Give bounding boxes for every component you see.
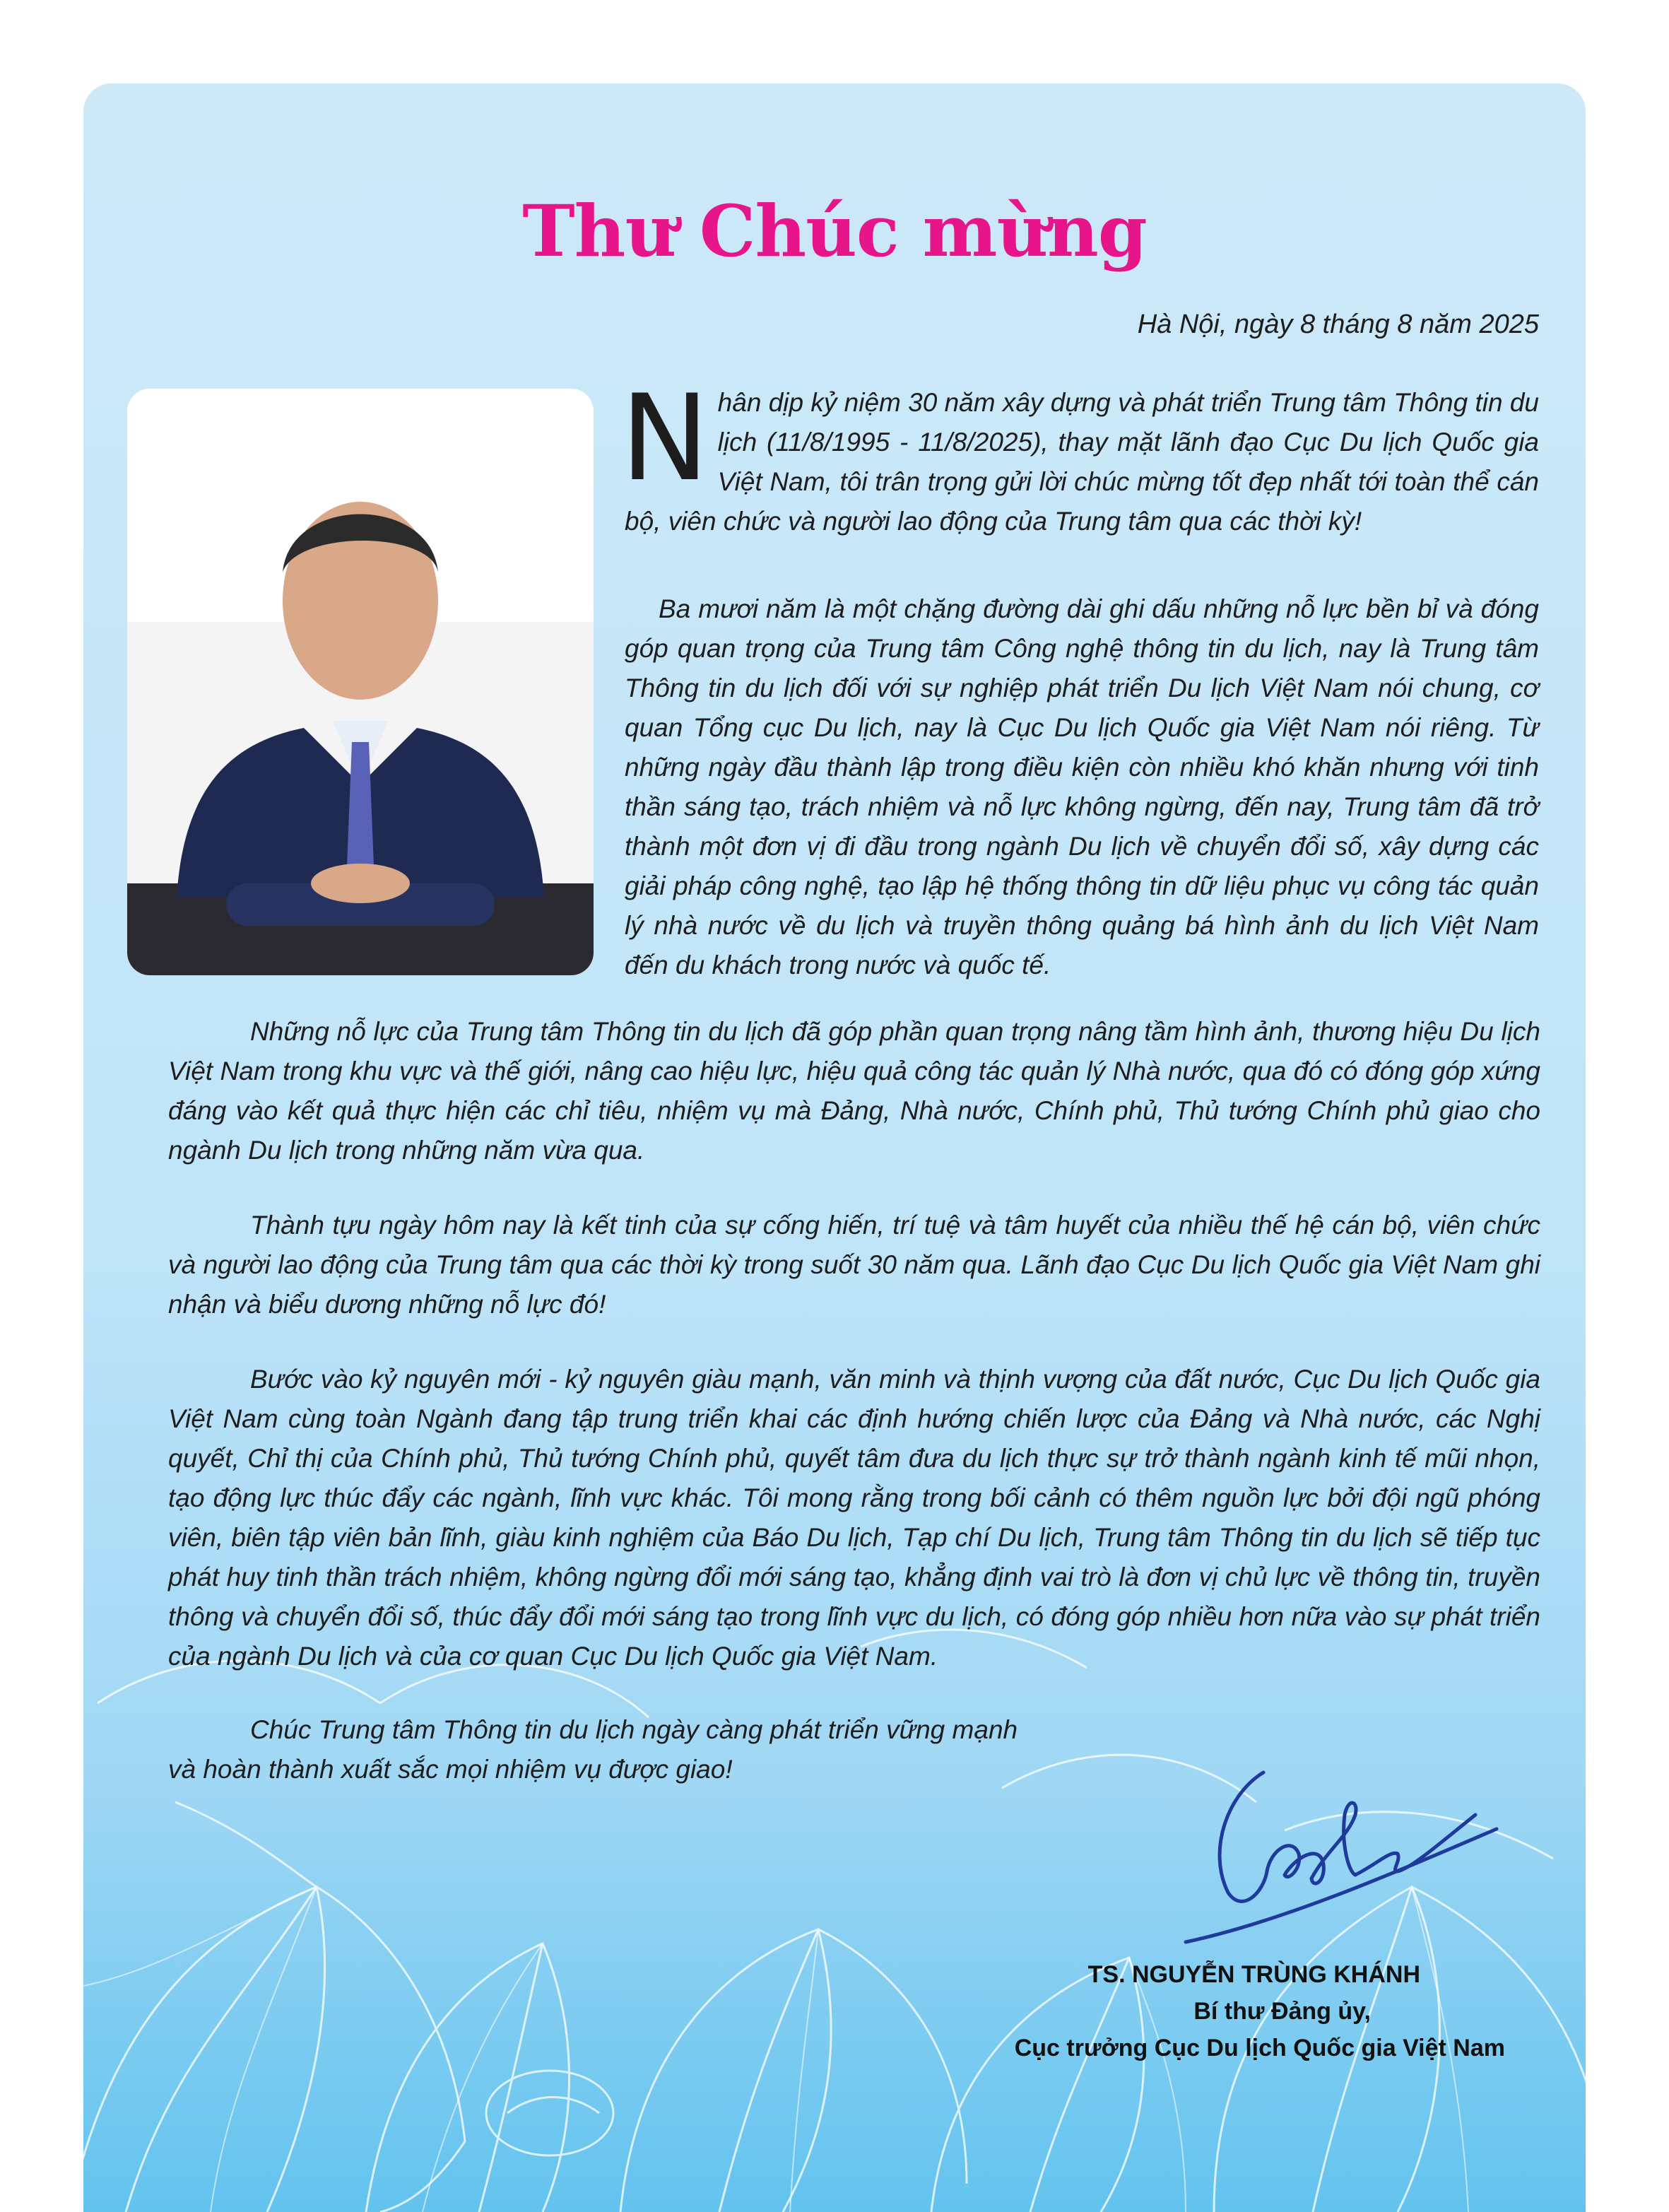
- dateline: Hà Nội, ngày 8 tháng 8 năm 2025: [1137, 310, 1539, 339]
- letter-title: Thư Chúc mừng: [522, 189, 1147, 273]
- paragraph-5: Bước vào kỷ nguyên mới - kỷ nguyên giàu mạnh, văn minh và thịnh vượng của đất nước, Cục Du lịch Quốc gia Việt Nam cùng toàn Ngành đang tập trung triển khai các định hướng chiến lược của Đảng và Nhà nước, các Nghị quyết, Chỉ thị của Chính phủ, Thủ tướng Chính phủ, quyết tâm đưa du lịch thực sự trở thành ngành kinh tế mũi nhọn, tạo động lực thúc đẩy các ngành, lĩnh vực khác. Tôi mong rằng trong bối cảnh có thêm nguồn lực bởi đội ngũ phóng viên, biên tập viên bản lĩnh, giàu kinh nghiệm của Báo Du lịch, Tạp chí Du lịch, Trung tâm Thông tin du lịch sẽ tiếp tục phát huy tinh thần trách nhiệm, không ngừng đổi mới sáng tạo, khẳng định vai trò là đơn vị chủ lực về thông tin, truyền thông và chuyển đổi số, thúc đẩy đổi mới sáng tạo trong lĩnh vực du lịch, có đóng góp nhiều hơn nữa vào sự phát triển của ngành Du lịch và của cơ quan Cục Du lịch Quốc gia Việt Nam.: [168, 1365, 1540, 1671]
- paragraph-3: Những nỗ lực của Trung tâm Thông tin du lịch đã góp phần quan trọng nâng tầm hình ảnh, thương hiệu Du lịch Việt Nam trong khu vực và thế giới, nâng cao hiệu lực, hiệu quả công tác quản lý Nhà nước, qua đó có đóng góp xứng đáng vào kết quả thực hiện các chỉ tiêu, nhiệm vụ mà Đảng, Nhà nước, Chính phủ, Thủ tướng Chính phủ giao cho ngành Du lịch trong những năm vừa qua.: [168, 1017, 1540, 1165]
- paragraph-4: Thành tựu ngày hôm nay là kết tinh của sự cống hiến, trí tuệ và tâm huyết của nhiều thế hệ cán bộ, viên chức và người lao động của Trung tâm qua các thời kỳ trong suốt 30 năm qua. Lãnh đạo Cục Du lịch Quốc gia Việt Nam ghi nhận và biểu dương những nỗ lực đó!: [168, 1211, 1540, 1319]
- signature-block: [1015, 1956, 1505, 2066]
- paragraph-2: Ba mươi năm là một chặng đường dài ghi dấu những nỗ lực bền bỉ và đóng góp quan trọng của Trung tâm Công nghệ thông tin du lịch, nay là Trung tâm Thông tin du lịch đối với sự nghiệp phát triển Du lịch Việt Nam nói chung, cơ quan Tổng cục Du lịch, nay là Cục Du lịch Quốc gia Việt Nam nói riêng. Từ những ngày đầu thành lập trong điều kiện còn nhiều khó khăn nhưng với tinh thần sáng tạo, trách nhiệm và nỗ lực không ngừng, đến nay, Trung tâm đã trở thành một đơn vị đi đầu trong ngành Du lịch về chuyển đổi số, xây dựng các giải pháp công nghệ, tạo lập hệ thống thông tin dữ liệu phục vụ công tác quản lý nhà nước về du lịch và truyền thông quảng bá hình ảnh du lịch Việt Nam đến du khách trong nước và quốc tế.: [625, 594, 1539, 979]
- handwritten-signature: [1143, 1730, 1511, 1956]
- portrait-illustration: [127, 389, 594, 975]
- letter-card: [83, 83, 1586, 2212]
- paragraph-1: [620, 369, 1539, 541]
- drop-cap: N: [620, 369, 709, 507]
- signer-name: TS. NGUYỄN TRÙNG KHÁNH: [1087, 1961, 1420, 1988]
- paragraph-1-text: hân dịp kỷ niệm 30 năm xây dựng và phát triển Trung tâm Thông tin du lịch (11/8/1995 - 11/8/2025), thay mặt lãnh đạo Cục Du lịch Quốc gia Việt Nam, tôi trân trọng gửi lời chúc mừng tốt đẹp nhất tới toàn thể cán bộ, viên chức và người lao động của Trung tâm qua các thời kỳ!: [625, 388, 1539, 536]
- paragraph-closing: Chúc Trung tâm Thông tin du lịch ngày càng phát triển vững mạnh và hoàn thành xuất sắc mọi nhiệm vụ được giao!: [168, 1715, 1018, 1784]
- portrait-photo: [127, 389, 594, 975]
- signer-title-line-2: Cục trưởng Cục Du lịch Quốc gia Việt Nam: [1014, 2035, 1505, 2061]
- signer-title-line-1: Bí thư Đảng ủy,: [1193, 1998, 1371, 2025]
